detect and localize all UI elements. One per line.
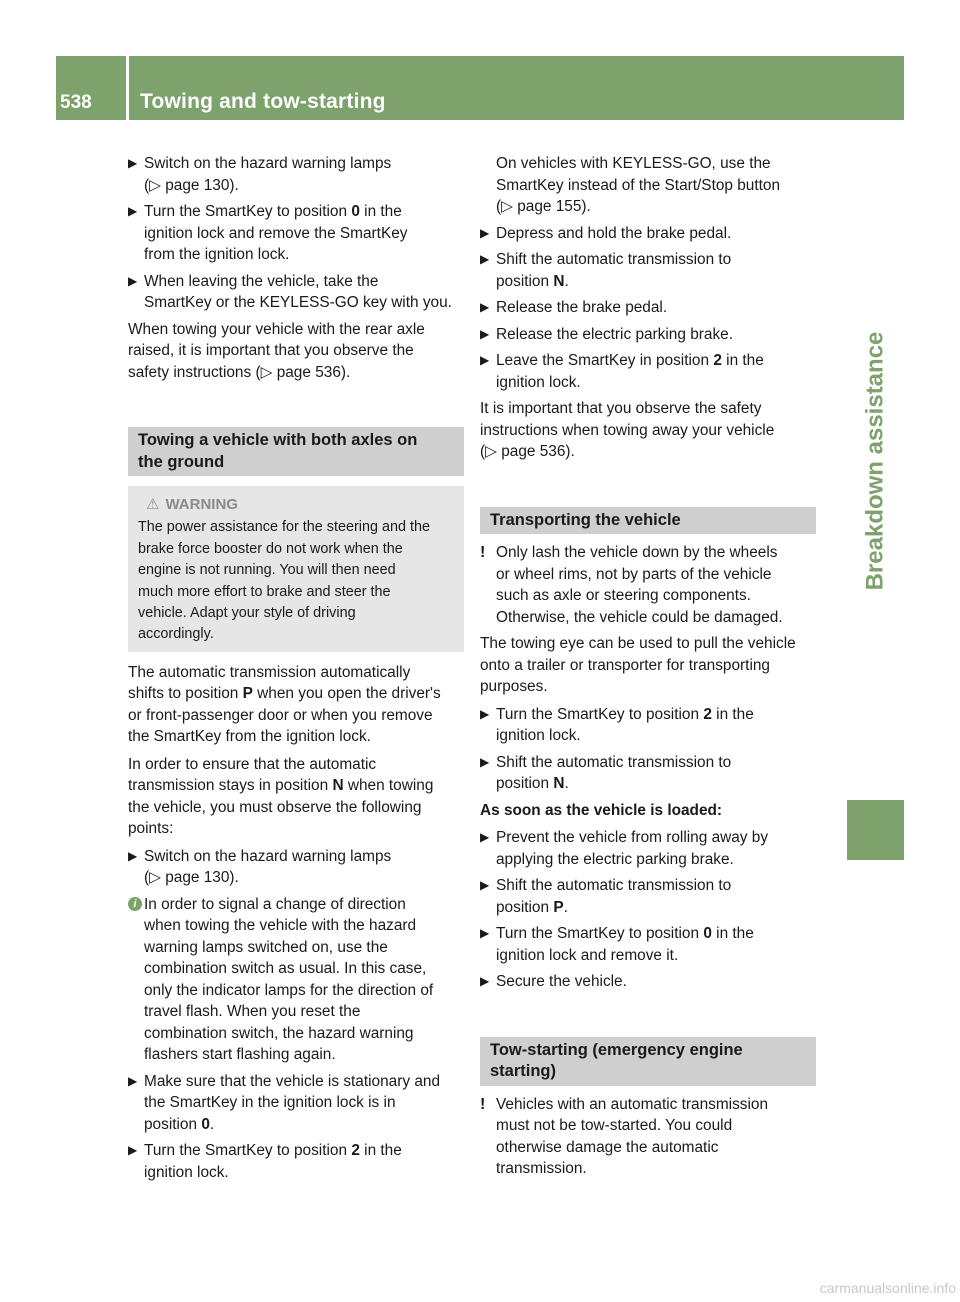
arrow-right-icon: ▶ — [480, 974, 490, 988]
arrow-right-icon: ▶ — [480, 706, 490, 721]
arrow-right-icon: ▶ — [480, 926, 490, 940]
arrow-right-icon: ▶ — [480, 300, 490, 314]
list-item: ▶ When leaving the vehicle, take the SmartKey or the KEYLESS-GO key with you. — [128, 272, 452, 311]
arrow-right-icon: ▶ — [128, 1143, 138, 1158]
paragraph: When towing your vehicle with the rear axle raised, it is important that you observe the safety instructions (▷ page 536). — [128, 320, 425, 381]
warning-label: WARNING — [165, 496, 238, 513]
caution-note: ! Vehicles with an automatic transmission must not be tow-started. You could otherwise damage the automatic transmission. — [480, 1095, 769, 1177]
side-tab-marker — [847, 800, 904, 860]
list-item: ▶ Turn the SmartKey to position 0 in the ignition lock and remove it. — [480, 925, 754, 964]
list-item: ▶ Turn the SmartKey to position 2 in the ignition lock. — [128, 1142, 402, 1181]
list-item: ▶ Turn the SmartKey to position 2 in the ignition lock. — [480, 705, 754, 744]
arrow-right-icon: ▶ — [128, 204, 138, 218]
list-item: ▶ Depress and hold the brake pedal. — [480, 223, 816, 245]
arrow-right-icon: ▶ — [480, 830, 490, 844]
arrow-right-icon: ▶ — [128, 156, 138, 170]
arrow-right-icon: ▶ — [480, 225, 490, 240]
arrow-right-icon: ▶ — [480, 326, 490, 341]
exclamation-icon: ! — [480, 1095, 486, 1113]
right-column — [480, 153, 816, 1185]
list-item: ▶ Shift the automatic transmission to position N. — [480, 251, 732, 290]
paragraph: The towing eye can be used to pull the vehicle onto a trailer or transporter for transporting purposes. — [480, 635, 796, 695]
arrow-right-icon: ▶ — [480, 754, 490, 769]
watermark: carmanualsonline.info — [819, 1280, 956, 1296]
list-item: ▶ Secure the vehicle. — [480, 971, 816, 993]
section-heading: Transporting the vehicle — [480, 507, 816, 535]
arrow-right-icon: ▶ — [128, 273, 138, 288]
list-item-continuation: On vehicles with KEYLESS-GO, use the SmartKey instead of the Start/Stop button (▷ page 155). — [496, 155, 781, 215]
list-item: ▶ Shift the automatic transmission to position P. — [480, 877, 732, 916]
list-item: ▶ Leave the SmartKey in position 2 in the ignition lock. — [480, 352, 764, 391]
exclamation-icon: ! — [480, 544, 486, 561]
page-title: Towing and tow-starting — [140, 90, 386, 113]
arrow-right-icon: ▶ — [480, 252, 490, 266]
side-tab — [847, 122, 904, 800]
arrow-right-icon: ▶ — [480, 878, 490, 892]
caution-note: ! Only lash the vehicle down by the wheels or wheel rims, not by parts of the vehicle such as axle or steering components. Otherwise, the vehicle could be damaged. — [480, 544, 783, 626]
list-item: ▶ Release the brake pedal. — [480, 297, 816, 319]
info-note: i In order to signal a change of direction when towing the vehicle with the hazard warning lamps switched on, use the combination switch as usual. In this case, only the indicator lamps for the direction of travel flash. When you reset the combination switch, the hazard warning flashers start flashing again. — [128, 894, 464, 1066]
list-item: ▶ Make sure that the vehicle is stationary and the SmartKey in the ignition lock is in position 0. — [128, 1072, 440, 1133]
arrow-right-icon: ▶ — [480, 353, 490, 367]
section-heading: Towing a vehicle with both axles on the ground — [128, 427, 464, 476]
list-item: ▶ Prevent the vehicle from rolling away by applying the electric parking brake. — [480, 829, 769, 868]
arrow-right-icon: ▶ — [128, 1073, 138, 1088]
list-item: ▶ Turn the SmartKey to position 0 in the ignition lock and remove the SmartKey from the ignition lock. — [128, 203, 408, 263]
page-number: 538 — [60, 92, 92, 113]
subheading: As soon as the vehicle is loaded: — [480, 801, 723, 819]
header-divider — [126, 56, 129, 120]
warning-triangle-icon: ⚠ — [146, 496, 160, 513]
arrow-right-icon: ▶ — [128, 848, 138, 863]
paragraph: In order to ensure that the automatic transmission stays in position N when towing the vehicle, you must observe the following points: — [128, 755, 434, 838]
paragraph: The automatic transmission automatically shifts to position P when you open the driver's or front-passenger door or when you remove the SmartKey from the ignition lock. — [128, 663, 441, 746]
info-icon: i — [128, 897, 142, 911]
list-item: ▶ Release the electric parking brake. — [480, 324, 816, 346]
paragraph: It is important that you observe the safety instructions when towing away your vehicle (▷ page 536). — [480, 400, 775, 460]
list-item: ▶ Switch on the hazard warning lamps (▷ page 130). — [128, 155, 392, 194]
list-item: ▶ Switch on the hazard warning lamps (▷ page 130). — [128, 847, 392, 887]
list-item: ▶ Shift the automatic transmission to position N. — [480, 753, 732, 792]
warning-box: ⚠ WARNING The power assistance for the steering and the brake force booster do not work when the engine is not running. You will then need much more effort to brake and steer the vehicle. Adapt your style of driving accordingly. — [128, 486, 464, 652]
side-tab-label: Breakdown assistance — [861, 331, 889, 591]
left-column — [128, 153, 464, 1188]
section-heading: Tow-starting (emergency engine starting) — [480, 1037, 816, 1086]
